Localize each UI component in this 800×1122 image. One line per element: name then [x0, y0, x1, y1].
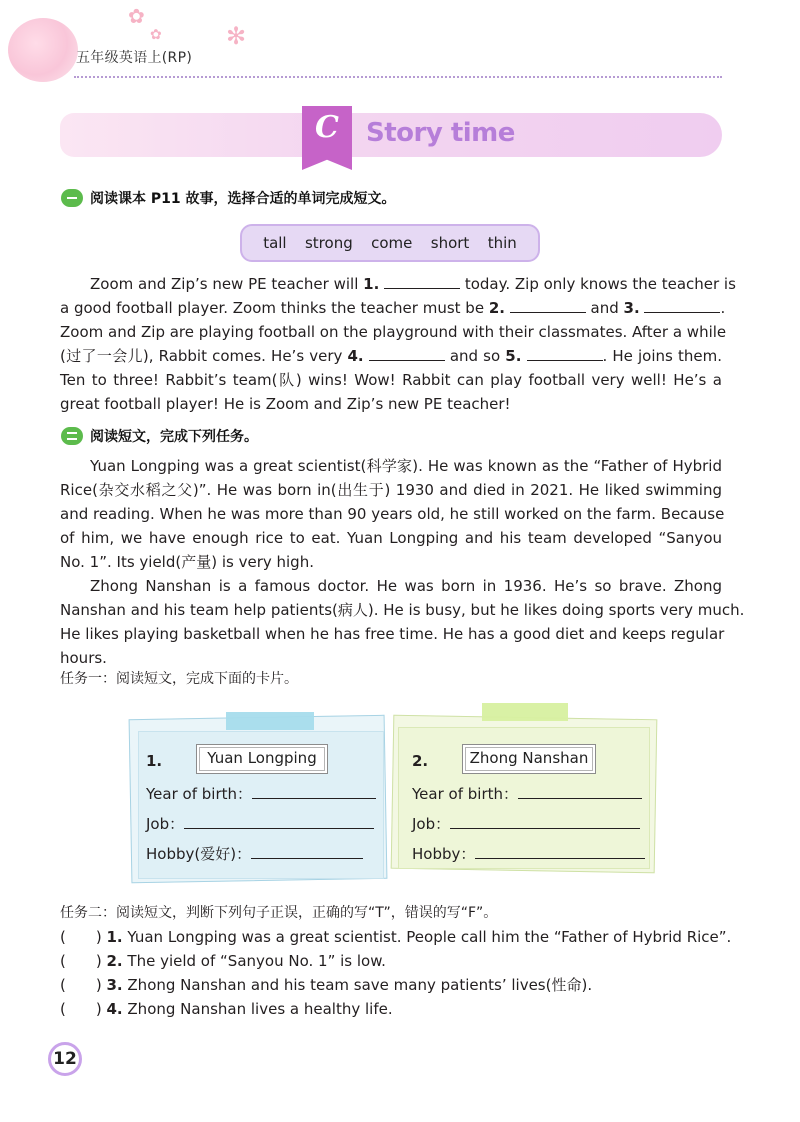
section-title: Story time [366, 118, 515, 148]
word-bank-item: tall [263, 234, 287, 252]
passage-line: Zoom and Zip are playing football on the playground with their classmates. After a while [60, 323, 727, 341]
answer-parentheses[interactable]: ( ) [60, 952, 102, 970]
reading-line: No. 1”. Its yield(产量) is very high. [60, 553, 314, 571]
section-one-icon [61, 189, 83, 207]
section-letter: C [315, 110, 339, 145]
true-false-item: ( ) 2. The yield of “Sanyou No. 1” is low. [60, 952, 386, 970]
word-bank-item: come [371, 234, 413, 252]
task-one-title: 任务一：阅读短文，完成下面的卡片。 [60, 671, 298, 687]
card-blank[interactable] [184, 815, 374, 829]
passage-line: (过了一会儿), Rabbit comes. He’s very 4. and so 5. . He joins them. [60, 347, 722, 365]
flower-icon: ✿ [150, 27, 162, 43]
reading-line: of him, we have enough rice to eat. Yuan Longping and his team developed “Sanyou [60, 529, 722, 547]
reading-line: Zhong Nanshan is a famous doctor. He was born in 1936. He’s so brave. Zhong [90, 577, 722, 595]
word-bank-item: strong [304, 234, 353, 252]
answer-blank-3[interactable] [644, 298, 720, 313]
reading-line: and reading. When he was more than 90 years old, he still worked on the farm. Because [60, 505, 725, 523]
tape-decoration [226, 712, 314, 730]
header-decoration-blob [8, 18, 78, 82]
card-blank[interactable] [252, 785, 376, 799]
card-number: 2. [412, 752, 429, 770]
section-two-instruction: 阅读短文，完成下列任务。 [90, 429, 258, 445]
card-name: Yuan Longping [196, 744, 328, 774]
tape-decoration [482, 703, 568, 721]
flower-icon: ✻ [226, 22, 247, 50]
reading-line: Yuan Longping was a great scientist(科学家). He was known as the “Father of Hybrid [90, 457, 722, 475]
card-field-year-of-birth: Year of birth： [412, 783, 642, 804]
answer-parentheses[interactable]: ( ) [60, 976, 102, 994]
word-bank-item: thin [487, 234, 517, 252]
answer-blank-1[interactable] [384, 274, 460, 289]
answer-blank-5[interactable] [527, 346, 603, 361]
section-two-icon [61, 427, 83, 445]
answer-parentheses[interactable]: ( ) [60, 1000, 102, 1018]
book-title: 五年级英语上(RP) [76, 50, 193, 66]
word-bank-item: short [430, 234, 470, 252]
true-false-item: ( ) 3. Zhong Nanshan and his team save many patients’ lives(性命). [60, 976, 593, 994]
card-blank[interactable] [450, 815, 640, 829]
card-blank[interactable] [251, 845, 363, 859]
card-field-hobby: Hobby(爱好)： [146, 843, 363, 864]
word-bank [240, 224, 540, 262]
reading-line: Rice(杂交水稻之父)”. He was born in(出生于) 1930 and died in 2021. He liked swimming [60, 481, 722, 499]
true-false-item: ( ) 4. Zhong Nanshan lives a healthy life. [60, 1000, 393, 1018]
passage-line: a good football player. Zoom thinks the teacher must be 2. and 3. . [60, 299, 726, 317]
page-number: 12 [48, 1042, 82, 1076]
task-two-title: 任务二：阅读短文，判断下列句子正误，正确的写“T”，错误的写“F”。 [60, 905, 498, 921]
passage-line: great football player! He is Zoom and Zip’s new PE teacher! [60, 395, 511, 413]
section-one-instruction: 阅读课本 P11 故事，选择合适的单词完成短文。 [90, 191, 396, 207]
reading-line: He likes playing basketball when he has free time. He has a good diet and keeps regular [60, 625, 725, 643]
reading-line: hours. [60, 649, 107, 667]
true-false-item: ( ) 1. Yuan Longping was a great scientist. People call him the “Father of Hybrid Rice”. [60, 928, 732, 946]
passage-line: Zoom and Zip’s new PE teacher will 1. today. Zip only knows the teacher is [90, 275, 736, 293]
card-blank[interactable] [518, 785, 642, 799]
card-field-hobby: Hobby： [412, 843, 645, 864]
answer-parentheses[interactable]: ( ) [60, 928, 102, 946]
answer-blank-4[interactable] [369, 346, 445, 361]
flower-icon: ✿ [128, 4, 145, 28]
header-divider [74, 76, 722, 78]
card-blank[interactable] [475, 845, 645, 859]
passage-line: Ten to three! Rabbit’s team(队) wins! Wow! Rabbit can play football very well! He’s a [60, 371, 722, 389]
card-field-job: Job： [146, 813, 374, 834]
card-name: Zhong Nanshan [462, 744, 596, 774]
card-field-job: Job： [412, 813, 640, 834]
reading-line: Nanshan and his team help patients(病人). He is busy, but he likes doing sports very much. [60, 601, 745, 619]
answer-blank-2[interactable] [510, 298, 586, 313]
card-number: 1. [146, 752, 163, 770]
card-field-year-of-birth: Year of birth： [146, 783, 376, 804]
